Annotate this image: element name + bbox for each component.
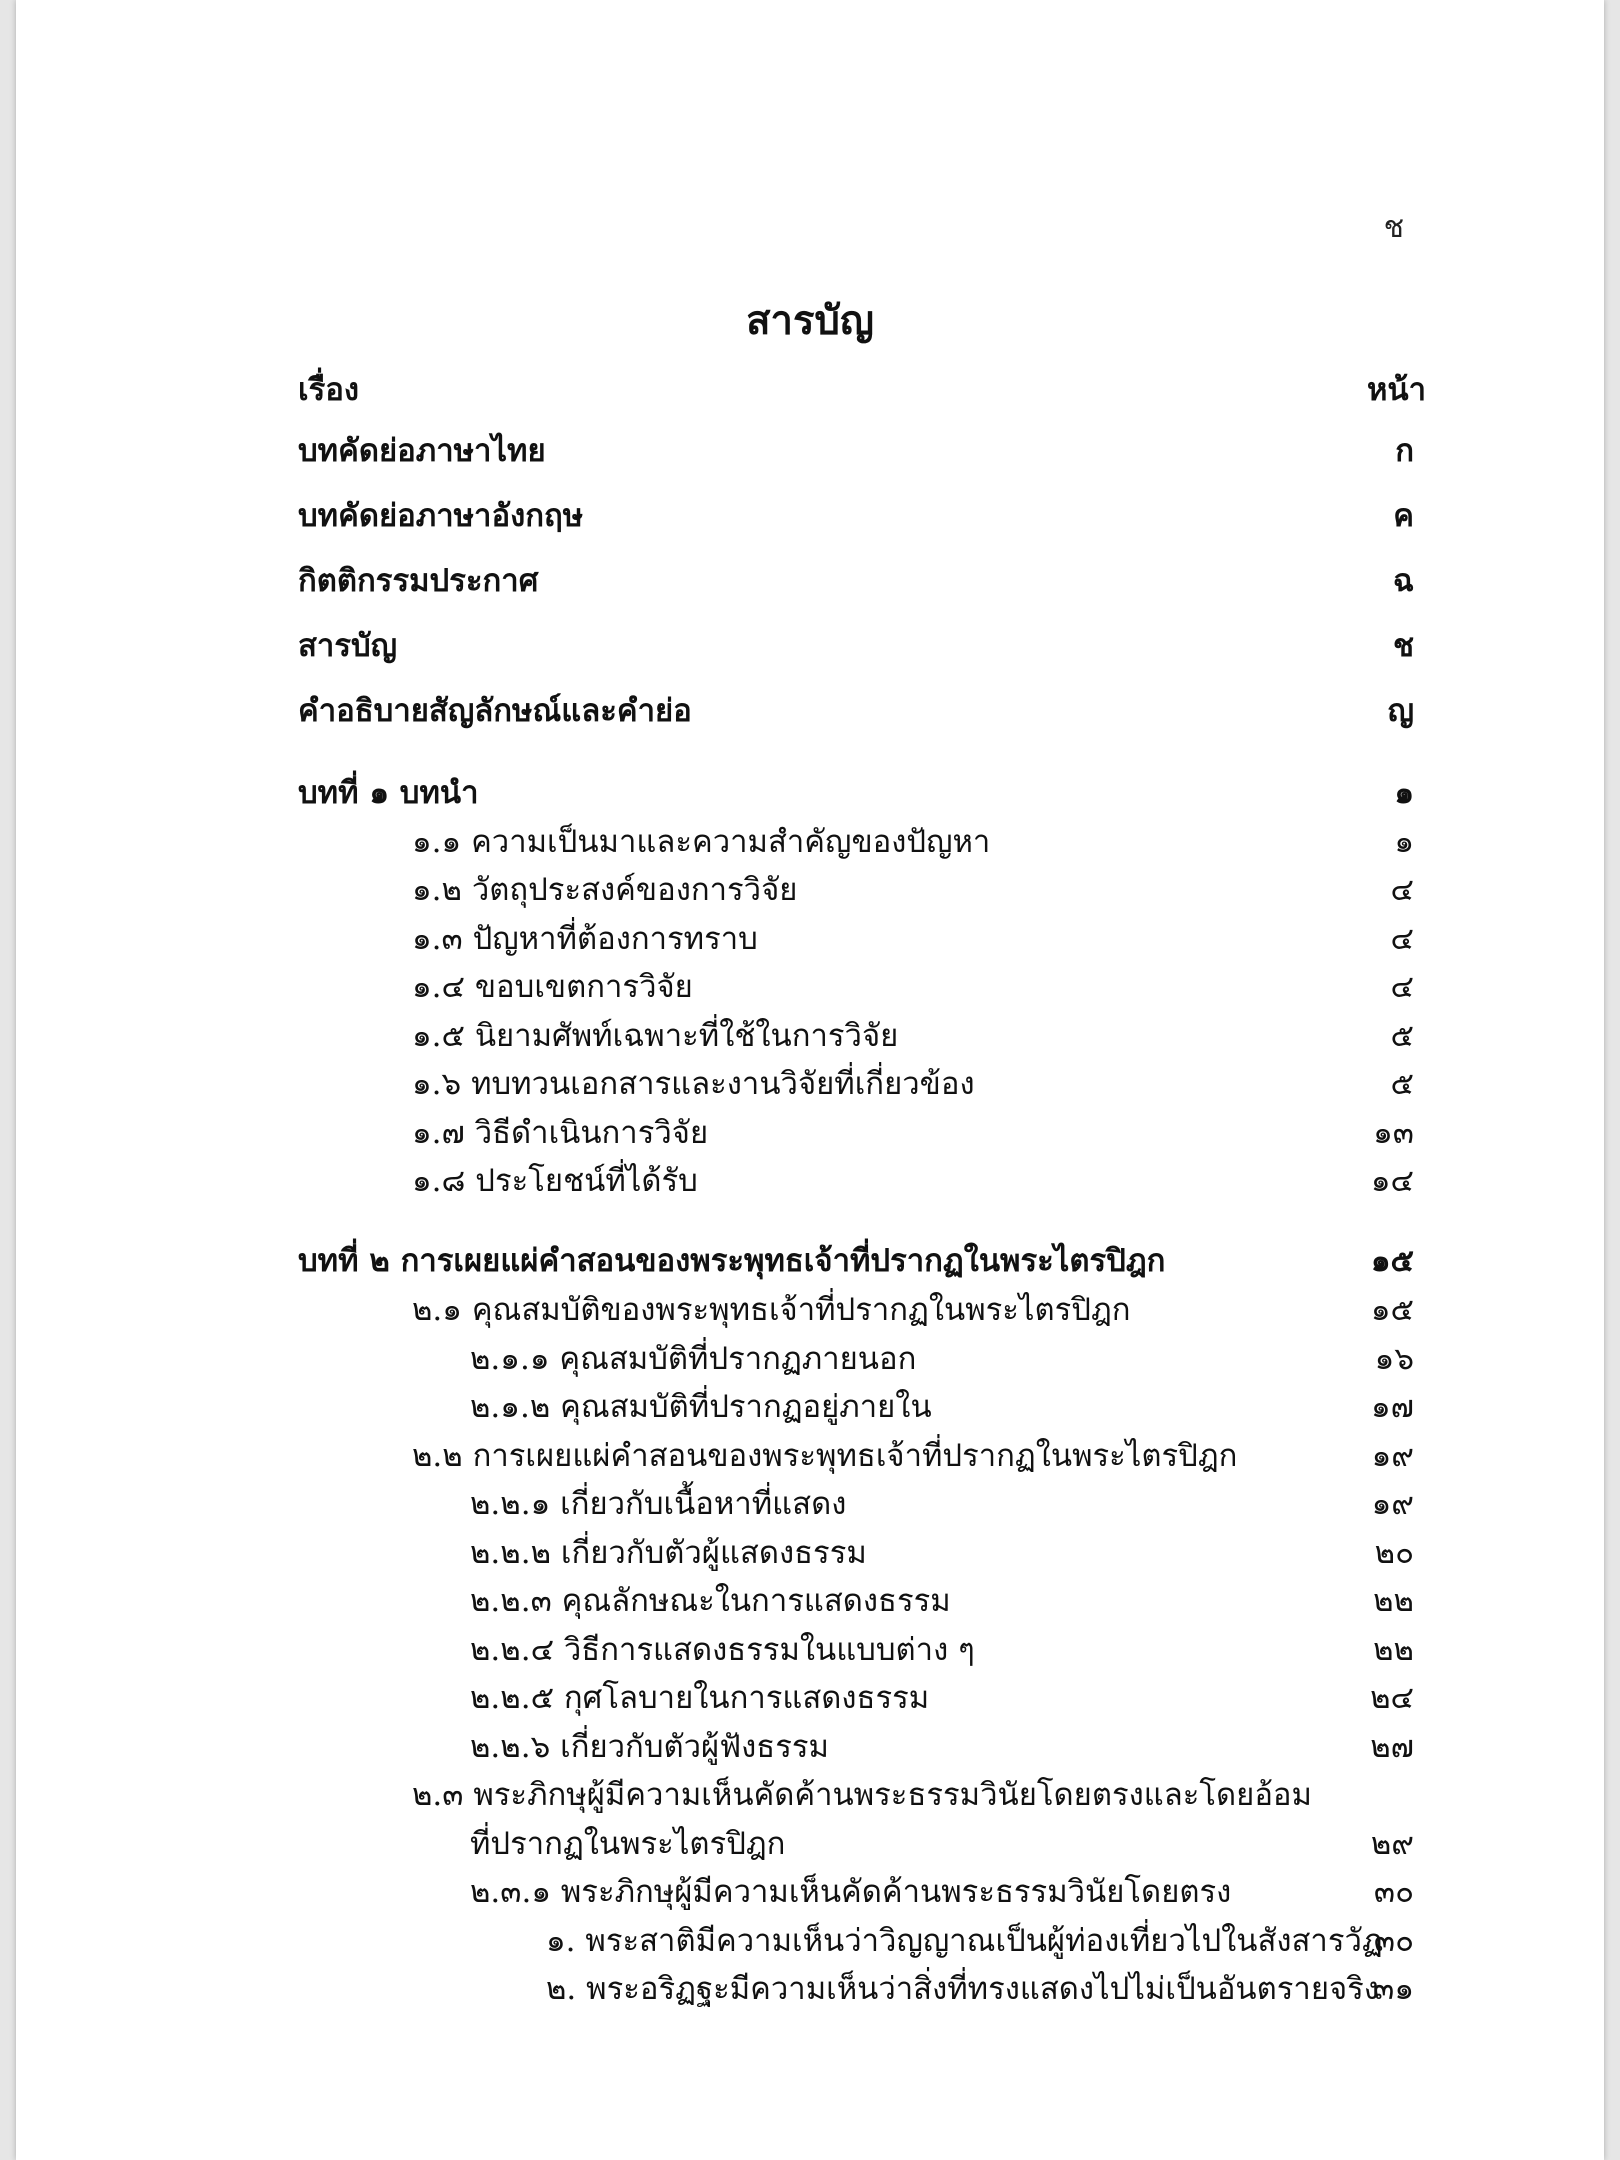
toc-entry-page: ๑	[1394, 824, 1414, 860]
toc-entry-label: ที่ปรากฏในพระไตรปิฎก	[470, 1826, 786, 1862]
toc-chapter-label: บทที่ ๑ บทนำ	[298, 775, 479, 811]
toc-entry-label: ๑.๖ ทบทวนเอกสารและงานวิจัยที่เกี่ยวข้อง	[412, 1066, 975, 1102]
toc-entry-label: ๑.๘ ประโยชน์ที่ได้รับ	[412, 1163, 698, 1199]
toc-entry-label: ๒.๒.๒ เกี่ยวกับตัวผู้แสดงธรรม	[470, 1535, 867, 1571]
toc-entry-label: ๒.๒.๓ คุณลักษณะในการแสดงธรรม	[470, 1583, 951, 1619]
toc-entry[interactable]	[298, 1675, 1414, 1721]
toc-entry[interactable]	[298, 867, 1414, 913]
toc-entry-label: ๒. พระอริฏฐะมีความเห็นว่าสิ่งที่ทรงแสดงไปไม่เป็นอันตรายจริง	[546, 1971, 1379, 2007]
toc-entry-label: ๑.๗ วิธีดำเนินการวิจัย	[412, 1115, 709, 1151]
toc-entry-page: ค	[1393, 498, 1414, 534]
toc-entry[interactable]	[298, 1433, 1414, 1479]
toc-entry-page: ๔	[1390, 921, 1414, 957]
page-title: สารบัญ	[746, 297, 874, 344]
toc-entry-label: ๒.๒.๑ เกี่ยวกับเนื้อหาที่แสดง	[470, 1486, 847, 1522]
toc-entry-page: ๑๔	[1370, 1163, 1414, 1199]
toc-entry[interactable]	[298, 1530, 1414, 1576]
toc-entry[interactable]	[298, 1966, 1414, 2012]
toc-entry-front-2[interactable]	[298, 493, 1414, 539]
toc-entry-page: ๓๐	[1373, 1874, 1414, 1910]
toc-chapter-page: ๑	[1394, 775, 1414, 811]
toc-entry-label: ๒.๒ การเผยแผ่คำสอนของพระพุทธเจ้าที่ปรากฏในพระไตรปิฎก	[412, 1438, 1238, 1474]
toc-entry-page: ช	[1392, 628, 1414, 664]
toc-entry-front-5[interactable]	[298, 688, 1414, 734]
toc-entry-page: ๓๐	[1373, 1923, 1414, 1959]
toc-entry-label: กิตติกรรมประกาศ	[298, 563, 539, 599]
toc-entry-label: ๑.๓ ปัญหาที่ต้องการทราบ	[412, 921, 758, 957]
toc-entry-label: บทคัดย่อภาษาไทย	[298, 433, 546, 469]
toc-entry-label: ๒.๑ คุณสมบัติของพระพุทธเจ้าที่ปรากฏในพระไตรปิฎก	[412, 1292, 1131, 1328]
toc-entry[interactable]	[298, 1110, 1414, 1156]
toc-entry-page: ๑๓	[1373, 1115, 1414, 1151]
toc-entry-page: ฉ	[1392, 563, 1414, 599]
toc-entry-continuation[interactable]	[298, 1821, 1414, 1867]
toc-header-page: หน้า	[1366, 372, 1426, 408]
toc-entry-front-4[interactable]	[298, 623, 1414, 669]
toc-entry-page: ญ	[1387, 693, 1414, 729]
toc-entry-label: ๒.๒.๔ วิธีการแสดงธรรมในแบบต่าง ๆ	[470, 1632, 975, 1668]
toc-entry-page: ๒๐	[1374, 1535, 1414, 1571]
toc-entry-page: ๔	[1390, 872, 1414, 908]
toc-entry-front-3[interactable]	[298, 558, 1414, 604]
toc-entry-page: ๑๙	[1371, 1486, 1414, 1522]
document-page	[16, 0, 1604, 2160]
table-of-contents	[298, 0, 1414, 2160]
toc-chapter-label: บทที่ ๒ การเผยแผ่คำสอนของพระพุทธเจ้าที่ปรากฏในพระไตรปิฎก	[298, 1243, 1166, 1279]
toc-entry-label: ๑.๒ วัตถุประสงค์ของการวิจัย	[412, 872, 798, 908]
toc-entry-page: ๕	[1390, 1018, 1414, 1054]
toc-entry[interactable]	[298, 1061, 1414, 1107]
page-number: ช	[1383, 210, 1404, 245]
toc-entry-label: ๒.๑.๑ คุณสมบัติที่ปรากฏภายนอก	[470, 1341, 917, 1377]
toc-entry-label: บทคัดย่อภาษาอังกฤษ	[298, 498, 584, 534]
toc-entry[interactable]	[298, 1013, 1414, 1059]
toc-entry-page: ๑๖	[1374, 1341, 1414, 1377]
toc-entry[interactable]	[298, 1481, 1414, 1527]
toc-entry-page: ๒๔	[1370, 1680, 1414, 1716]
toc-entry-page: ๕	[1390, 1066, 1414, 1102]
toc-entry-page: ๓๑	[1373, 1971, 1414, 2007]
toc-entry[interactable]	[298, 1627, 1414, 1673]
toc-entry-label: ๑. พระสาติมีความเห็นว่าวิญญาณเป็นผู้ท่องเที่ยวไปในสังสารวัฏ	[546, 1923, 1383, 1959]
toc-entry-label: ๒.๒.๖ เกี่ยวกับตัวผู้ฟังธรรม	[470, 1729, 829, 1765]
toc-entry-page: ๒๒	[1373, 1632, 1414, 1668]
toc-entry[interactable]	[298, 1384, 1414, 1430]
toc-entry[interactable]	[298, 1578, 1414, 1624]
toc-entry-page: ๑๙	[1371, 1438, 1414, 1474]
toc-chapter-page: ๑๕	[1370, 1243, 1414, 1279]
toc-entry-label: ๒.๒.๕ กุศโลบายในการแสดงธรรม	[470, 1680, 930, 1716]
toc-entry-page: ๒๙	[1370, 1826, 1414, 1862]
toc-entry[interactable]	[298, 1287, 1414, 1333]
toc-entry-page: ก	[1395, 433, 1414, 469]
toc-entry[interactable]	[298, 1918, 1414, 1964]
toc-chapter-1[interactable]	[298, 770, 1414, 816]
toc-entry-page: ๒๗	[1370, 1729, 1414, 1765]
toc-entry[interactable]	[298, 819, 1414, 865]
toc-entry-label: ๒.๑.๒ คุณสมบัติที่ปรากฏอยู่ภายใน	[470, 1389, 932, 1425]
toc-entry-label: ๑.๔ ขอบเขตการวิจัย	[412, 969, 693, 1005]
toc-entry-label: ๒.๓.๑ พระภิกษุผู้มีความเห็นคัดค้านพระธรรมวินัยโดยตรง	[470, 1874, 1232, 1910]
toc-entry[interactable]	[298, 964, 1414, 1010]
toc-entry-label: ๑.๕ นิยามศัพท์เฉพาะที่ใช้ในการวิจัย	[412, 1018, 899, 1054]
toc-entry-label: ๒.๓ พระภิกษุผู้มีความเห็นคัดค้านพระธรรมวินัยโดยตรงและโดยอ้อม	[412, 1777, 1312, 1813]
toc-entry-page: ๔	[1390, 969, 1414, 1005]
toc-entry-label: สารบัญ	[298, 628, 398, 664]
toc-entry[interactable]	[298, 1724, 1414, 1770]
toc-entry[interactable]	[298, 1869, 1414, 1915]
toc-entry-page: ๒๒	[1373, 1583, 1414, 1619]
toc-entry-page: ๑๗	[1371, 1389, 1414, 1425]
toc-entry[interactable]	[298, 916, 1414, 962]
toc-entry-label: คำอธิบายสัญลักษณ์และคำย่อ	[298, 693, 692, 729]
toc-chapter-2[interactable]	[298, 1238, 1414, 1284]
toc-entry[interactable]	[298, 1336, 1414, 1382]
toc-header-topic: เรื่อง	[298, 372, 360, 408]
toc-entry-front-1[interactable]	[298, 428, 1414, 474]
toc-entry[interactable]	[298, 1772, 1414, 1818]
toc-entry-label: ๑.๑ ความเป็นมาและความสำคัญของปัญหา	[412, 824, 991, 860]
toc-entry[interactable]	[298, 1158, 1414, 1204]
toc-entry-page: ๑๕	[1370, 1292, 1414, 1328]
